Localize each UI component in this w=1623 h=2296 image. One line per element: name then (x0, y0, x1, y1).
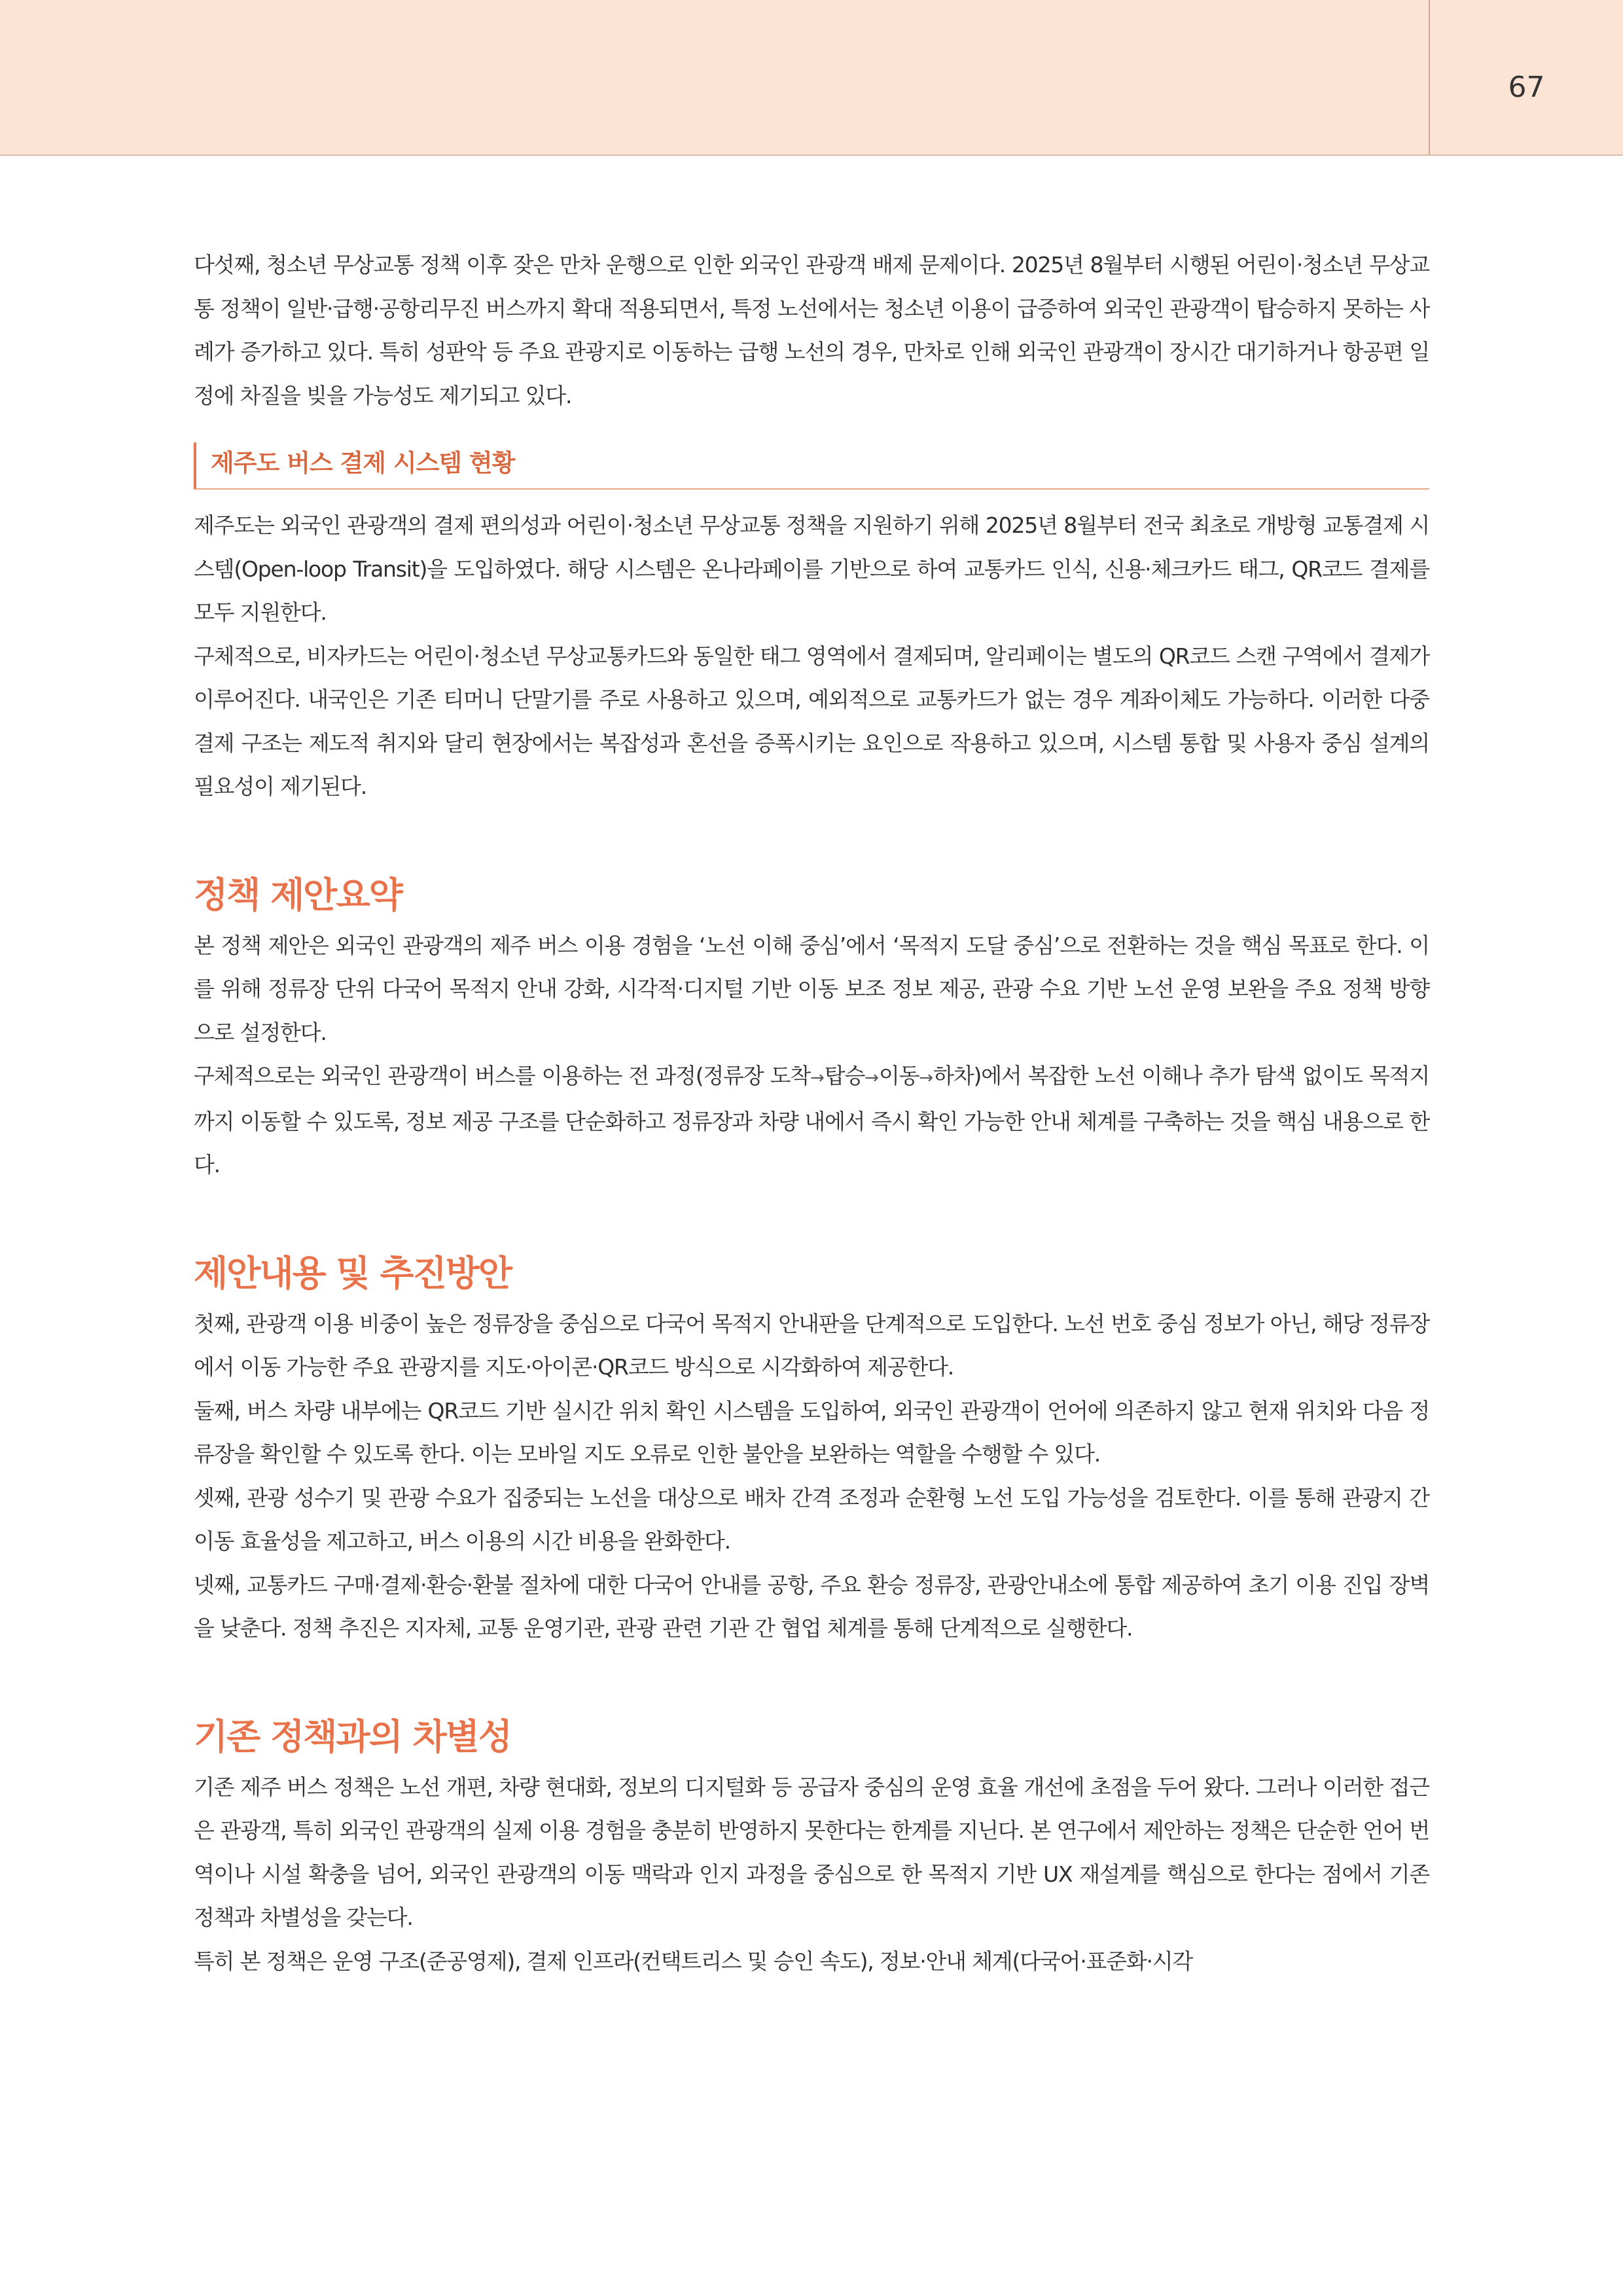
page-number: 67 (1508, 71, 1545, 104)
summary-text-b: 탑승 (824, 1063, 865, 1088)
summary-text-a: 구체적으로는 외국인 관광객이 버스를 이용하는 전 과정(정류장 도착 (194, 1063, 810, 1088)
intro-paragraph: 다섯째, 청소년 무상교통 정책 이후 잦은 만차 운행으로 인한 외국인 관광객 배제 문제이다. 2025년 8월부터 시행된 어린이·청소년 무상교통 정책이 일반·급행·공항리무진 버스까지 확대 적용되면서, 특정 노선에서는 청소년 이용이 급증하여 외국인 관광객이 탑승하지 못하는 사례가 증가하고 있다. 특히 성판악 등 주요 관광지로 이동하는 급행 노선의 경우, 만차로 인해 외국인 관광객이 장시간 대기하거나 항공편 일정에 차질을 빚을 가능성도 제기되고 있다. (194, 252, 1429, 408)
proposal-paragraph-2: 둘째, 버스 차량 내부에는 QR코드 기반 실시간 위치 확인 시스템을 도입하여, 외국인 관광객이 언어에 의존하지 않고 현재 위치와 다음 정류장을 확인할 수 있도록 한다. 이는 모바일 지도 오류로 인한 불안을 보완하는 역할을 수행할 수 있다. (194, 1397, 1429, 1467)
arrow-icon: → (810, 1068, 825, 1088)
differentiation-paragraph-2: 특히 본 정책은 운영 구조(준공영제), 결제 인프라(컨택트리스 및 승인 속도), 정보·안내 체계(다국어·표준화·시각 (194, 1948, 1193, 1974)
payment-paragraph-2: 구체적으로, 비자카드는 어린이·청소년 무상교통카드와 동일한 태그 영역에서 결제되며, 알리페이는 별도의 QR코드 스캔 구역에서 결제가 이루어진다. 내국인은 기존 티머니 단말기를 주로 사용하고 있으며, 예외적으로 교통카드가 없는 경우 계좌이체도 가능하다. 이러한 다중 결제 구조는 제도적 취지와 달리 현장에서는 복잡성과 혼선을 증폭시키는 요인으로 작용하고 있으며, 시스템 통합 및 사용자 중심 설계의 필요성이 제기된다. (194, 643, 1429, 799)
payment-system-heading: 제주도 버스 결제 시스템 현황 (194, 442, 1429, 490)
proposal-paragraph-3: 셋째, 관광 성수기 및 관광 수요가 집중되는 노선을 대상으로 배차 간격 조정과 순환형 노선 도입 가능성을 검토한다. 이를 통해 관광지 간 이동 효율성을 제고하고, 버스 이용의 시간 비용을 완화한다. (194, 1484, 1429, 1554)
summary-text-d: 하차)에서 복잡한 노선 이해나 추가 탐색 없이도 목적지까지 이동할 수 있도록, 정보 제공 구조를 단순화하고 정류장과 차량 내에서 즉시 확인 가능한 안내 체계를 구축하는 것을 핵심 내용으로 한다. (194, 1063, 1430, 1177)
policy-summary-paragraph-1: 본 정책 제안은 외국인 관광객의 제주 버스 이용 경험을 ‘노선 이해 중심’에서 ‘목적지 도달 중심’으로 전환하는 것을 핵심 목표로 한다. 이를 위해 정류장 단위 다국어 목적지 안내 강화, 시각적·디지털 기반 이동 보조 정보 제공, 관광 수요 기반 노선 운영 보완을 주요 정책 방향으로 설정한다. (194, 932, 1429, 1045)
policy-summary-paragraph-2 (194, 1054, 1429, 1187)
proposal-heading: 제안내용 및 추진방안 (194, 1252, 512, 1294)
payment-paragraph-1: 제주도는 외국인 관광객의 결제 편의성과 어린이·청소년 무상교통 정책을 지원하기 위해 2025년 8월부터 전국 최초로 개방형 교통결제 시스템(Open-loop Transit)을 도입하였다. 해당 시스템은 온나라페이를 기반으로 하여 교통카드 인식, 신용·체크카드 태그, QR코드 결제를 모두 지원한다. (194, 512, 1429, 625)
header-band (0, 0, 1623, 156)
arrow-icon: → (865, 1068, 879, 1088)
differentiation-paragraph-1: 기존 제주 버스 정책은 노선 개편, 차량 현대화, 정보의 디지털화 등 공급자 중심의 운영 효율 개선에 초점을 두어 왔다. 그러나 이러한 접근은 관광객, 특히 외국인 관광객의 실제 이용 경험을 충분히 반영하지 못한다는 한계를 지닌다. 본 연구에서 제안하는 정책은 단순한 언어 번역이나 시설 확충을 넘어, 외국인 관광객의 이동 맥락과 인지 과정을 중심으로 한 목적지 기반 UX 재설계를 핵심으로 한다는 점에서 기존 정책과 차별성을 갖는다. (194, 1774, 1429, 1930)
proposal-paragraph-4: 넷째, 교통카드 구매·결제·환승·환불 절차에 대한 다국어 안내를 공항, 주요 환승 정류장, 관광안내소에 통합 제공하여 초기 이용 진입 장벽을 낮춘다. 정책 추진은 지자체, 교통 운영기관, 관광 관련 기관 간 협업 체계를 통해 단계적으로 실행한다. (194, 1571, 1429, 1641)
summary-text-c: 이동 (878, 1063, 919, 1088)
arrow-icon: → (919, 1068, 934, 1088)
differentiation-heading: 기존 정책과의 차별성 (194, 1715, 512, 1757)
page-content (194, 243, 1429, 1983)
policy-summary-heading: 정책 제안요약 (194, 874, 402, 916)
proposal-paragraph-1: 첫째, 관광객 이용 비중이 높은 정류장을 중심으로 다국어 목적지 안내판을 단계적으로 도입한다. 노선 번호 중심 정보가 아닌, 해당 정류장에서 이동 가능한 주요 관광지를 지도·아이콘·QR코드 방식으로 시각화하여 제공한다. (194, 1310, 1429, 1380)
